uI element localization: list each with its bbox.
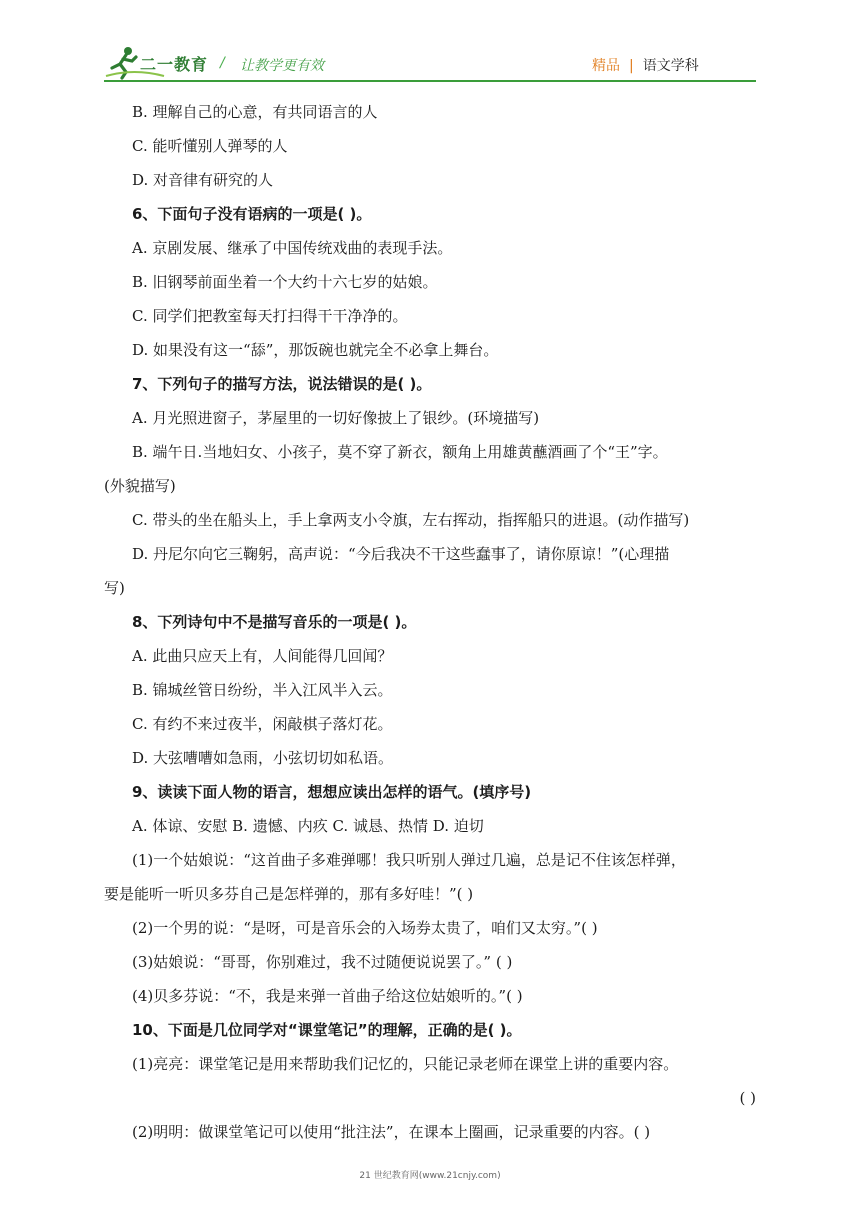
question-stem: 8、下列诗句中不是描写音乐的一项是( )。 (132, 613, 417, 631)
text-line: B. 旧钢琴前面坐着一个大约十六七岁的姑娘。 (132, 273, 438, 291)
question-stem: 6、下面句子没有语病的一项是( )。 (132, 205, 372, 223)
text-line: A. 月光照进窗子，茅屋里的一切好像披上了银纱。(环境描写) (132, 409, 540, 427)
text-line: D. 对音律有研究的人 (132, 171, 274, 189)
text-line: (1)亮亮：课堂笔记是用来帮助我们记忆的，只能记录老师在课堂上讲的重要内容。 (132, 1055, 679, 1073)
text-line: B. 端午日.当地妇女、小孩子，莫不穿了新衣，额角上用雄黄蘸酒画了个“王”字。 (132, 443, 668, 461)
text-line: 要是能听一听贝多芬自己是怎样弹的，那有多好哇！”( ) (104, 885, 474, 903)
text-line: (4)贝多芬说：“不，我是来弹一首曲子给这位姑娘听的。”( ) (132, 987, 523, 1005)
text-line: C. 同学们把教室每天打扫得干干净净的。 (132, 307, 408, 325)
question-stem: 9、读读下面人物的语言，想想应读出怎样的语气。(填序号) (132, 783, 532, 801)
text-line: ( ) (739, 1089, 756, 1107)
text-line: C. 能听懂别人弹琴的人 (132, 137, 288, 155)
text-line: (1)一个姑娘说：“这首曲子多难弹哪！我只听别人弹过几遍，总是记不住该怎样弹， (132, 851, 686, 869)
question-stem: 7、下列句子的描写方法，说法错误的是( )。 (132, 375, 432, 393)
text-line: D. 如果没有这一“舔”，那饭碗也就完全不必拿上舞台。 (132, 341, 499, 359)
badge-subject: 语文学科 (642, 58, 699, 74)
text-line: D. 大弦嘈嘈如急雨，小弦切切如私语。 (132, 749, 394, 767)
text-line: A. 京剧发展、继承了中国传统戏曲的表现手法。 (132, 239, 453, 257)
slogan-separator: / (220, 55, 225, 71)
text-line: D. 丹尼尔向它三鞠躬，高声说：“今后我决不干这些蠢事了，请你原谅！”(心理描 (132, 545, 670, 563)
badge-separator: | (629, 58, 634, 74)
badge-quality: 精品 (592, 58, 620, 74)
text-line: C. 带头的坐在船头上，手上拿两支小令旗，左右挥动，指挥船只的进退。(动作描写) (132, 511, 690, 529)
document-body (104, 95, 760, 1149)
text-line: (外貌描写) (104, 477, 176, 495)
text-line: (2)明明：做课堂笔记可以使用“批注法”，在课本上圈画，记录重要的内容。( ) (132, 1123, 651, 1141)
text-line: A. 此曲只应天上有，人间能得几回闻？ (132, 647, 393, 665)
text-line: C. 有约不来过夜半，闲敲棋子落灯花。 (132, 715, 393, 733)
text-line: B. 锦城丝管日纷纷，半入江风半入云。 (132, 681, 393, 699)
text-line: B. 理解自己的心意，有共同语言的人 (132, 103, 378, 121)
question-stem: 10、下面是几位同学对“课堂笔记”的理解，正确的是( )。 (132, 1021, 522, 1039)
page-header (0, 0, 860, 90)
text-line: A. 体谅、安慰 B. 遗憾、内疚 C. 诚恳、热情 D. 迫切 (132, 817, 484, 835)
text-line: (3)姑娘说：“哥哥，你别难过，我不过随便说说罢了。” ( ) (132, 953, 513, 971)
slogan: 让教学更有效 (240, 58, 324, 74)
text-line: 写) (104, 579, 125, 597)
text-line: (2)一个男的说：“是呀，可是音乐会的入场券太贵了，咱们又太穷。”( ) (132, 919, 598, 937)
subject-badge (592, 55, 699, 75)
page-footer: 21 世纪教育网(www.21cnjy.com) (359, 1171, 501, 1181)
logo-text: 二一教育 (140, 55, 209, 74)
header-rule (104, 80, 756, 82)
